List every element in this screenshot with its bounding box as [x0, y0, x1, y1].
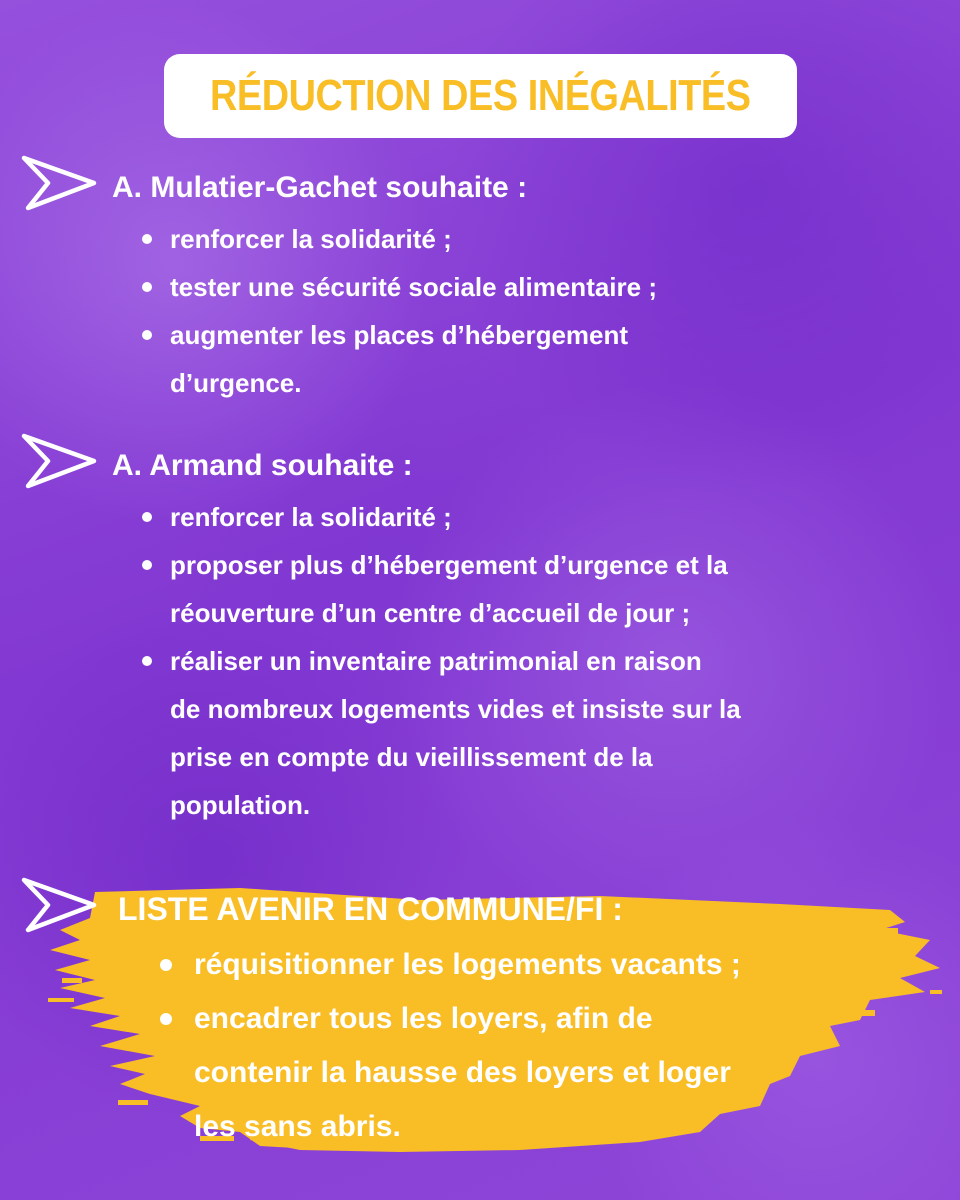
page-title: RÉDUCTION DES INÉGALITÉS	[210, 71, 751, 120]
bullet-icon	[160, 1013, 172, 1025]
list-item: proposer plus d’hébergement d’urgence et la réouverture d’un centre d’accueil de jour ;	[140, 541, 920, 637]
bullet-list	[158, 938, 948, 1154]
arrow-right-icon	[18, 428, 100, 494]
section-heading: LISTE AVENIR EN COMMUNE/FI :	[118, 891, 623, 927]
bullet-icon	[142, 560, 152, 570]
section-heading: A. Mulatier-Gachet souhaite :	[112, 171, 528, 204]
arrow-right-icon	[18, 872, 100, 938]
list-item: réaliser un inventaire patrimonial en raison de nombreux logements vides et insiste sur la prise en compte du vieillissement de la population.	[140, 637, 920, 829]
bullet-icon	[142, 656, 152, 666]
list-item: encadrer tous les loyers, afin de contenir la hausse des loyers et loger les sans abris.	[158, 992, 948, 1154]
bullet-icon	[142, 512, 152, 522]
bullet-list	[140, 215, 900, 407]
arrow-right-icon	[18, 150, 100, 216]
bullet-icon	[142, 234, 152, 244]
list-item: renforcer la solidarité ;	[140, 215, 900, 263]
list-item: réquisitionner les logements vacants ;	[158, 938, 948, 992]
bullet-icon	[142, 330, 152, 340]
list-item: tester une sécurité sociale alimentaire ;	[140, 263, 900, 311]
bullet-icon	[142, 282, 152, 292]
bullet-list	[140, 493, 920, 829]
list-item: renforcer la solidarité ;	[140, 493, 920, 541]
section-heading: A. Armand souhaite :	[112, 449, 413, 482]
bullet-icon	[160, 959, 172, 971]
list-item: augmenter les places d’hébergement d’urgence.	[140, 311, 900, 407]
title-box	[164, 54, 797, 138]
